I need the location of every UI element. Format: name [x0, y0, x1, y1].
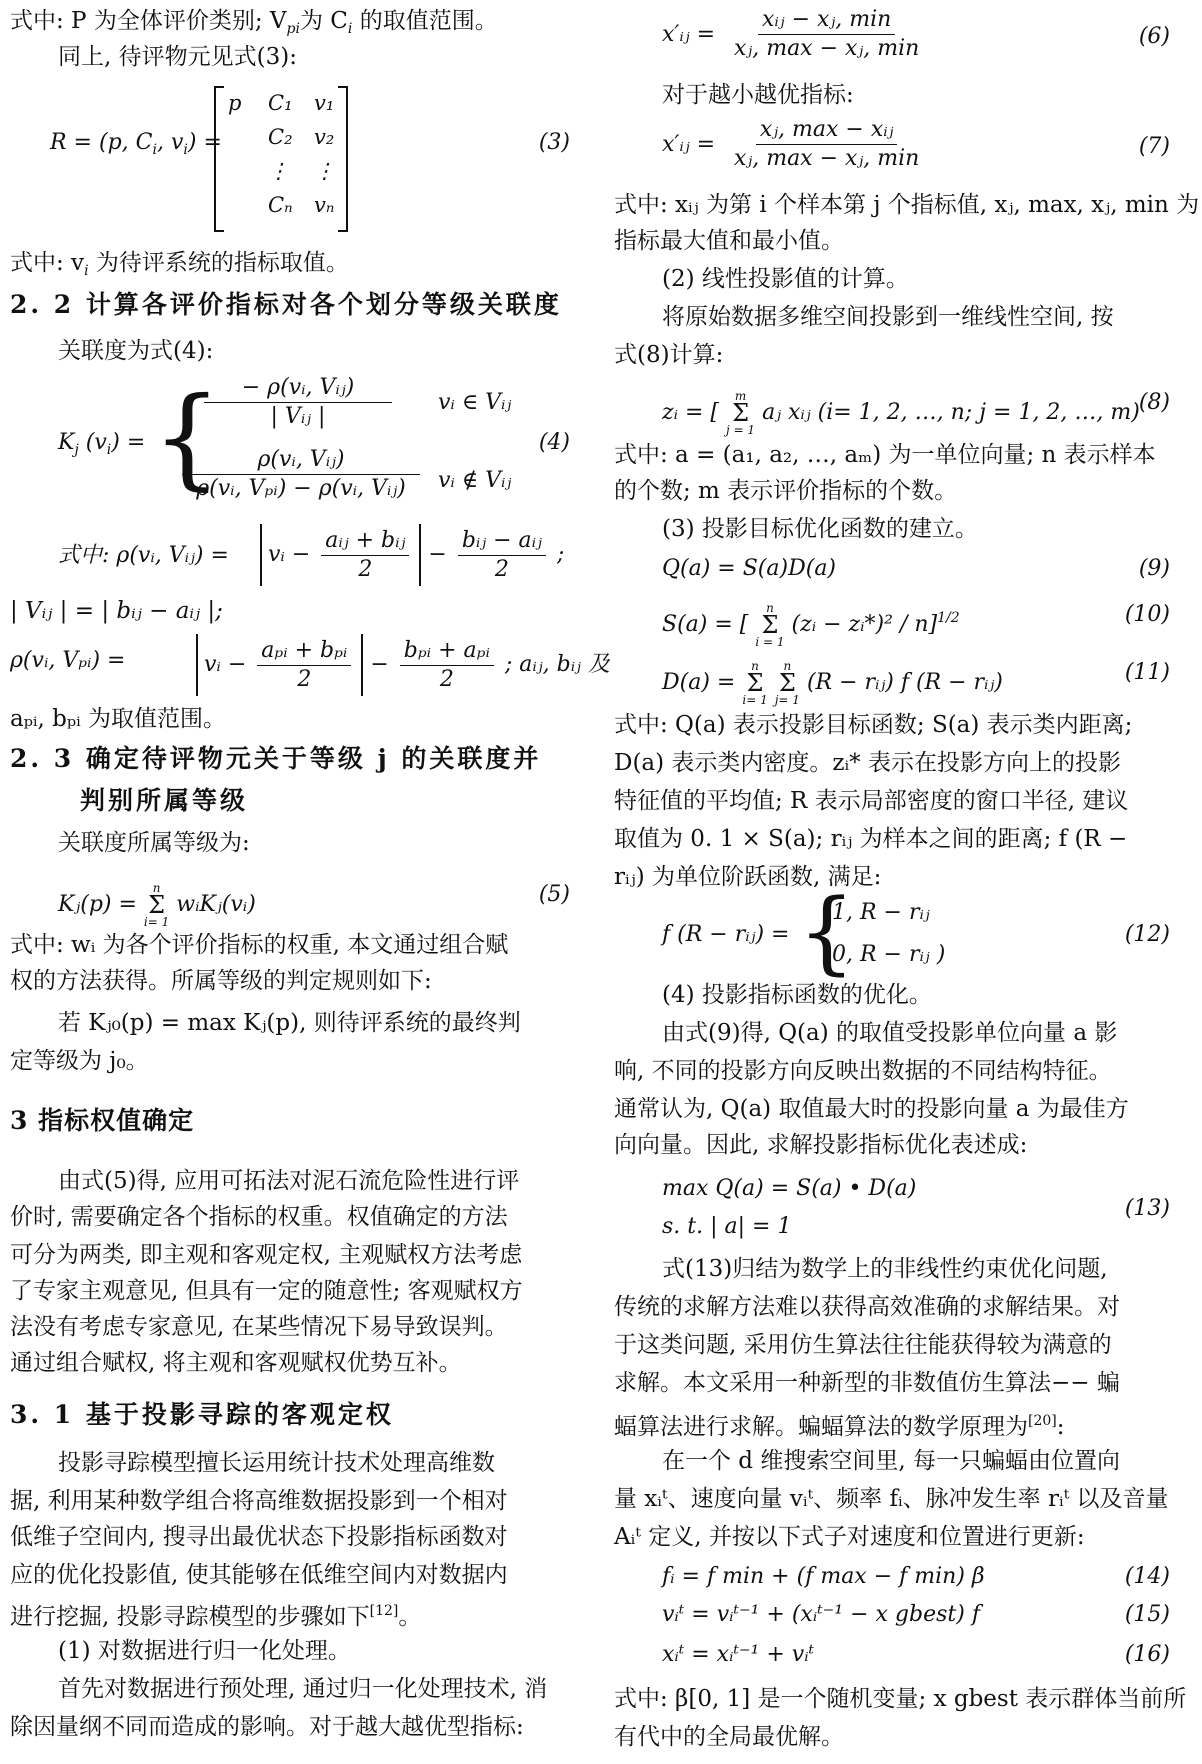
- section-heading-3-1: 3. 1 基于投影寻踪的客观定权: [10, 1400, 394, 1429]
- text-line: D(a) 表示类内密度。zᵢ* 表示在投影方向上的投影: [614, 750, 1121, 776]
- equation-number: (14): [1124, 1564, 1170, 1589]
- text-line: rᵢⱼ) 为单位阶跃函数, 满足:: [614, 864, 882, 890]
- text-line: aₚᵢ, bₚᵢ 为取值范围。: [10, 706, 227, 732]
- text-line: 应的优化投影值, 使其能够在低维空间内对数据内: [10, 1562, 508, 1588]
- text-line: 式中: a = (a₁, a₂, …, aₘ) 为一单位向量; n 表示样本: [614, 442, 1156, 468]
- text-line: 的个数; m 表示评价指标的个数。: [614, 478, 958, 504]
- text-line: 求解。本文采用一种新型的非数值仿生算法−− 蝙: [614, 1370, 1120, 1396]
- text-line: 量 xᵢᵗ、速度向量 vᵢᵗ、频率 fᵢ、脉冲发生率 rᵢᵗ 以及音量: [614, 1486, 1169, 1512]
- text-line: Aᵢᵗ 定义, 并按以下式子对速度和位置进行更新:: [614, 1524, 1085, 1550]
- text-line: (2) 线性投影值的计算。: [662, 266, 909, 292]
- text-line: 进行挖掘, 投影寻踪模型的步骤如下[12]。: [10, 1603, 422, 1630]
- equation-number: (15): [1124, 1602, 1170, 1627]
- text-line: (4) 投影指标函数的优化。: [662, 982, 932, 1008]
- text-line: 据, 利用某种数学组合将高维数据投影到一个相对: [10, 1488, 508, 1514]
- equation-number: (7): [1138, 134, 1170, 159]
- text-line: 式中: P 为全体评价类别; $V_{pi}$为 $C_i$ 的取值范围。: [10, 8, 498, 37]
- text-line: 价时, 需要确定各个指标的权重。权值确定的方法: [10, 1204, 508, 1230]
- text-line: 对于越小越优指标:: [662, 82, 854, 108]
- text-line: 除因量纲不同而造成的影响。对于越大越优型指标:: [10, 1714, 524, 1740]
- text-line: 式中: wᵢ 为各个评价指标的权重, 本文通过组合赋: [10, 932, 509, 958]
- equation-7: x′ᵢⱼ = xⱼ, max − xᵢⱼ xⱼ, max − xⱼ, min (7): [662, 117, 1170, 171]
- text-line: 特征值的平均值; R 表示局部密度的窗口半径, 建议: [614, 788, 1129, 814]
- equation-12: f (R − rᵢⱼ) = { 1, R − rᵢⱼ 0, R − rᵢⱼ ) (12): [662, 880, 1170, 985]
- section-heading-2-3: 2. 3 确定待评物元关于等级 j 的关联度并: [10, 744, 542, 773]
- section-heading-2-3-cont: 判别所属等级: [80, 786, 249, 815]
- equation-number: (16): [1124, 1642, 1170, 1667]
- equation-number: (6): [1138, 24, 1170, 49]
- matrix-bracket: [214, 86, 348, 232]
- text-line: 将原始数据多维空间投影到一维线性空间, 按: [662, 304, 1114, 330]
- equation-8: zᵢ = [ m Σ j = 1 aⱼ xᵢⱼ (i= 1, 2, …, n; j = 1, 2, …, m) (8): [662, 389, 1170, 437]
- equation-number: (9): [1138, 556, 1170, 581]
- equation-number: (4): [538, 430, 570, 455]
- text-line: 通过组合赋权, 将主观和客观赋权优势互补。: [10, 1350, 462, 1376]
- equation-number: (11): [1124, 660, 1170, 685]
- text-line: 由式(9)得, Q(a) 的取值受投影单位向量 a 影: [662, 1020, 1118, 1046]
- text-line: 式中: $v_i$ 为待评系统的指标取值。: [10, 250, 349, 279]
- equation-13: max Q(a) = S(a) • D(a) s. t. | a| = 1 (13): [662, 1176, 1170, 1239]
- equation-number: (5): [538, 882, 570, 907]
- text-line: 关联度为式(4):: [58, 338, 214, 364]
- text-line: 于这类问题, 采用仿生算法往往能获得较为满意的: [614, 1332, 1112, 1358]
- equation-number: (3): [538, 130, 570, 155]
- text-line: 指标最大值和最小值。: [614, 228, 844, 254]
- text-line: 权的方法获得。所属等级的判定规则如下:: [10, 968, 432, 994]
- text-line: 传统的求解方法难以获得高效准确的求解结果。对: [614, 1294, 1120, 1320]
- equation-10: S(a) = [ n Σ i = 1 (zᵢ − zᵢ*)² / n]$^{1/2}$ (10): [662, 601, 1170, 649]
- text-line: 有代中的全局最优解。: [614, 1724, 844, 1750]
- text-line: 式(13)归结为数学上的非线性约束优化问题,: [662, 1256, 1108, 1282]
- equation-number: (10): [1124, 602, 1170, 627]
- text-line: 首先对数据进行预处理, 通过归一化处理技术, 消: [58, 1676, 548, 1702]
- text-line: 向向量。因此, 求解投影指标优化表述成:: [614, 1132, 1028, 1158]
- equation-5: Kⱼ(p) = n Σ i= 1 wᵢKⱼ(vᵢ) (5): [58, 881, 570, 929]
- text-line: 低维子空间内, 搜寻出最优状态下投影指标函数对: [10, 1524, 508, 1550]
- matrix-body: p C₁ v₁ C₂ v₂ ⋮ ⋮ Cₙ vₙ: [228, 91, 335, 217]
- text-line: 法没有考虑专家意见, 在某些情况下易导致误判。: [10, 1314, 508, 1340]
- section-heading-2-2: 2. 2 计算各评价指标对各个划分等级关联度: [10, 290, 562, 319]
- text-line: 可分为两类, 即主观和客观定权, 主观赋权方法考虑: [10, 1242, 523, 1268]
- text-line: (3) 投影目标优化函数的建立。: [662, 516, 978, 542]
- text-line: 同上, 待评物元见式(3):: [58, 44, 297, 70]
- section-heading-3: 3 指标权值确定: [10, 1106, 195, 1135]
- text-line: 通常认为, Q(a) 取值最大时的投影向量 a 为最佳方: [614, 1096, 1129, 1122]
- equation-number: (8): [1138, 390, 1170, 415]
- text-line: 响, 不同的投影方向反映出数据的不同结构特征。: [614, 1058, 1112, 1084]
- text-line: 投影寻踪模型擅长运用统计技术处理高维数: [58, 1450, 495, 1476]
- text-line: 式中: xᵢⱼ 为第 i 个样本第 j 个指标值, xⱼ, max, xⱼ, min 为: [614, 192, 1200, 218]
- text-line: 式(8)计算:: [614, 342, 724, 368]
- text-line: 由式(5)得, 应用可拓法对泥石流危险性进行评: [58, 1168, 520, 1194]
- text-line: 若 Kⱼ₀(p) = max Kⱼ(p), 则待评系统的最终判: [58, 1010, 521, 1036]
- text-line: 蝠算法进行求解。蝙蝠算法的数学原理为[20]:: [614, 1413, 1065, 1440]
- text-line: 取值为 0. 1 × S(a); rᵢⱼ 为样本之间的距离; f (R −: [614, 826, 1128, 852]
- equation-11: D(a) = n Σ i= 1 n Σ j= 1 (R − rᵢⱼ) f (R − rᵢⱼ) (11): [662, 659, 1170, 707]
- text-line: 在一个 d 维搜索空间里, 每一只蝙蝠由位置向: [662, 1448, 1120, 1474]
- abs-definition: | Vᵢⱼ | = | bᵢⱼ − aᵢⱼ |;: [10, 598, 223, 624]
- equation-number: (12): [1124, 922, 1170, 947]
- text-line: 了专家主观意见, 但具有一定的随意性; 客观赋权方: [10, 1278, 523, 1304]
- equation-4: $K_j$ $(v_i)$ = { − ρ(vᵢ, Vᵢⱼ) | Vᵢⱼ | vᵢ ∈ Vᵢⱼ ρ(vᵢ, Vᵢⱼ) ρ(vᵢ, Vₚᵢ) − ρ(vᵢ, Vᵢⱼ) vᵢ ∉ Vᵢⱼ (4): [58, 373, 570, 501]
- text-line: 定等级为 j₀。: [10, 1048, 149, 1074]
- text-line: 式中: Q(a) 表示投影目标函数; S(a) 表示类内距离;: [614, 712, 1133, 738]
- text-line: 关联度所属等级为:: [58, 830, 250, 856]
- equation-number: (13): [1124, 1196, 1170, 1221]
- equation-6: x′ᵢⱼ = xᵢⱼ − xⱼ, min xⱼ, max − xⱼ, min (6): [662, 7, 1170, 61]
- text-line: (1) 对数据进行归一化处理。: [58, 1638, 351, 1664]
- text-line: 式中: β[0, 1] 是一个随机变量; x gbest 表示群体当前所: [614, 1686, 1187, 1712]
